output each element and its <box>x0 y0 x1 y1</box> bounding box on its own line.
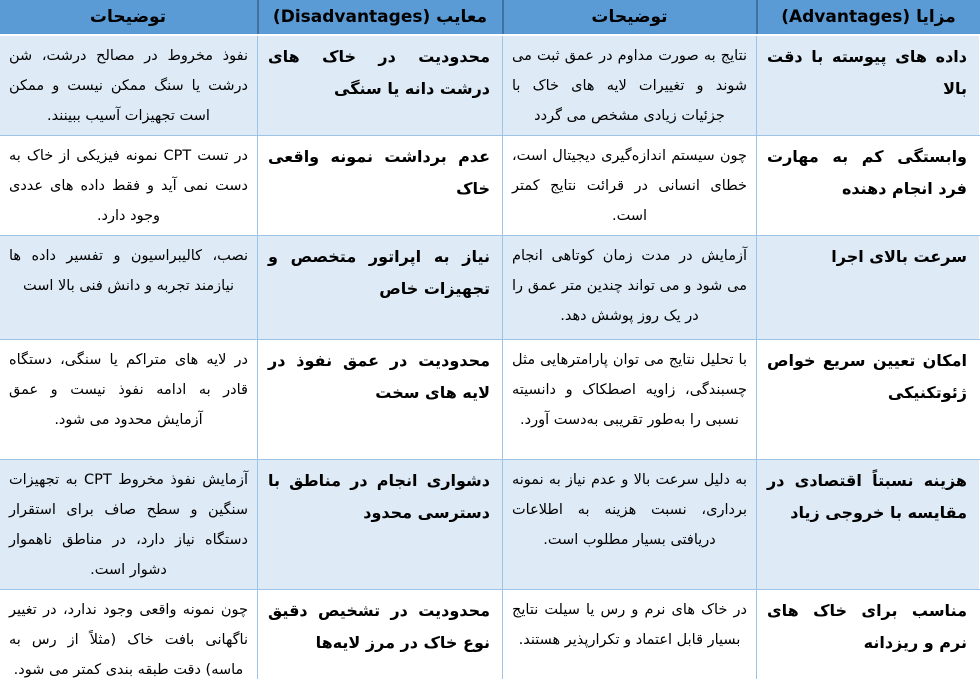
table-header-row <box>0 0 980 35</box>
advantage-cell: مناسب برای خاک های نرم و ریزدانه <box>757 590 980 679</box>
advantage-detail-cell: آزمایش در مدت زمان کوتاهی انجام می شود و می تواند چندین متر عمق را در یک روز پوشش دهد. <box>503 236 757 340</box>
table-row <box>0 236 980 340</box>
table-row <box>0 136 980 236</box>
advantage-cell: وابستگی کم به مهارت فرد انجام دهنده <box>757 136 980 236</box>
disadvantage-cell: نیاز به اپراتور متخصص و تجهیزات خاص <box>258 236 503 340</box>
disadvantage-detail-cell: نفوذ مخروط در مصالح درشت، شن درشت یا سنگ ممکن نیست و ممکن است تجهیزات آسیب ببینند. <box>0 35 258 136</box>
disadvantage-detail-cell: چون نمونه واقعی وجود ندارد، در تغییر ناگهانی بافت خاک (مثلاً از رس به ماسه) دقت طبقه بندی کمتر می شود. <box>0 590 258 679</box>
table-row <box>0 35 980 136</box>
disadvantage-cell: دشواری انجام در مناطق با دسترسی محدود <box>258 460 503 590</box>
table-row <box>0 590 980 679</box>
header-advantages: مزایا (Advantages) <box>757 0 980 35</box>
advantage-detail-cell: با تحلیل نتایج می توان پارامترهایی مثل چسبندگی، زاویه اصطکاک و دانسیته نسبی را به‌طور تقریبی به‌دست آورد. <box>503 340 757 460</box>
disadvantage-detail-cell: در لایه های متراکم یا سنگی، دستگاه قادر به ادامه نفوذ نیست و عمق آزمایش محدود می شود. <box>0 340 258 460</box>
disadvantage-detail-cell: نصب، کالیبراسیون و تفسیر داده ها نیازمند تجربه و دانش فنی بالا است <box>0 236 258 340</box>
advantage-detail-cell: چون سیستم اندازه‌گیری دیجیتال است، خطای انسانی در قرائت نتایج کمتر است. <box>503 136 757 236</box>
disadvantage-cell: محدودیت در خاک های درشت دانه یا سنگی <box>258 35 503 136</box>
advantage-cell: امکان تعیین سریع خواص ژئوتکنیکی <box>757 340 980 460</box>
header-advantages-details: توضیحات <box>503 0 757 35</box>
table-row <box>0 340 980 460</box>
disadvantage-cell: محدودیت در تشخیص دقیق نوع خاک در مرز لایه‌ها <box>258 590 503 679</box>
header-disadvantages-details: توضیحات <box>0 0 258 35</box>
advantage-cell: هزینه نسبتاً اقتصادی در مقایسه با خروجی زیاد <box>757 460 980 590</box>
advantage-detail-cell: در خاک های نرم و رس یا سیلت نتایج بسیار قابل اعتماد و تکرارپذیر هستند. <box>503 590 757 679</box>
disadvantage-cell: محدودیت در عمق نفوذ در لایه های سخت <box>258 340 503 460</box>
advantage-cell: سرعت بالای اجرا <box>757 236 980 340</box>
advantage-detail-cell: نتایج به صورت مداوم در عمق ثبت می شوند و تغییرات لایه های خاک با جزئیات زیادی مشخص می گردد <box>503 35 757 136</box>
table-row <box>0 460 980 590</box>
advantage-detail-cell: به دلیل سرعت بالا و عدم نیاز به نمونه برداری، نسبت هزینه به اطلاعات دریافتی بسیار مطلوب است. <box>503 460 757 590</box>
advantage-cell: داده های پیوسته با دقت بالا <box>757 35 980 136</box>
disadvantage-detail-cell: آزمایش نفوذ مخروط CPT به تجهیزات سنگین و سطح صاف برای استقرار دستگاه نیاز دارد، در مناطق ناهموار دشوار است. <box>0 460 258 590</box>
header-disadvantages: معایب (Disadvantages) <box>258 0 503 35</box>
disadvantage-detail-cell: در تست CPT نمونه فیزیکی از خاک به دست نمی آید و فقط داده های عددی وجود دارد. <box>0 136 258 236</box>
disadvantage-cell: عدم برداشت نمونه واقعی خاک <box>258 136 503 236</box>
